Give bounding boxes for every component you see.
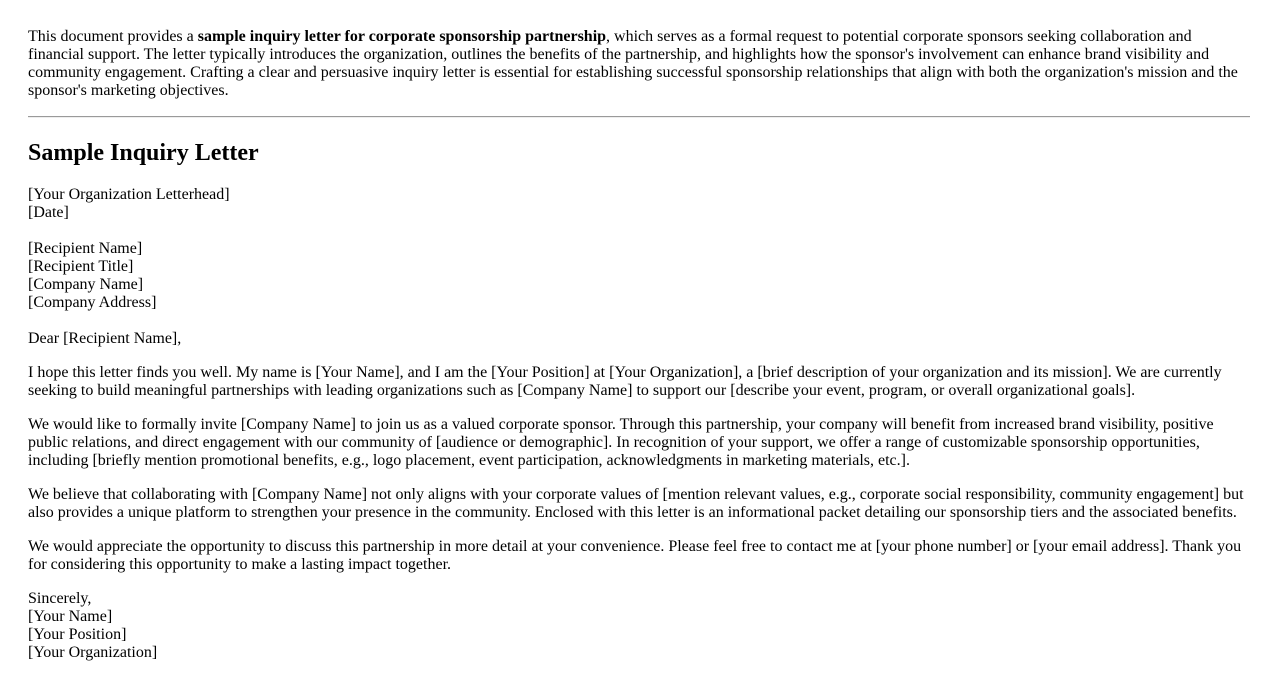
company-address-line: [Company Address]: [28, 294, 157, 311]
recipient-title-line: [Recipient Title]: [28, 258, 134, 275]
letterhead-block: [28, 186, 1250, 222]
letterhead-line: [Your Organization Letterhead]: [28, 186, 230, 203]
recipient-name-line: [Recipient Name]: [28, 240, 143, 257]
intro-bold-phrase: sample inquiry letter for corporate sponsorship partnership: [197, 28, 607, 45]
signature-name-line: [Your Name]: [28, 608, 113, 625]
letter-heading: Sample Inquiry Letter: [28, 140, 259, 166]
date-line: [Date]: [28, 204, 69, 221]
intro-prefix: This document provides a: [28, 28, 198, 45]
company-name-line: [Company Name]: [28, 276, 144, 293]
document-page: [28, 28, 1250, 680]
intro-suffix: , which serves as a formal request to potential corporate sponsors seeking collaboration and financial support. The letter typically introduces the organization, outlines the benefits of the partnership, and highlights how the sponsor's involvement can enhance brand visibility and community engagement. Crafting a clear and persuasive inquiry letter is essential for establishing successful sponsorship relationships that align with both the organization's mission and the sponsor's marketing objectives.: [28, 28, 1238, 99]
signature-position-line: [Your Position]: [28, 626, 127, 643]
letter-paragraph: We would like to formally invite [Company Name] to join us as a valued corporate sponsor. Through this partnership, your company will benefit from increased brand visibility, positive public relations, and direct engagement with our community of [audience or demographic]. In recognition of your support, we offer a range of customizable sponsorship opportunities, including [briefly mention promotional benefits, e.g., logo placement, event participation, acknowledgments in marketing materials, etc.].: [28, 416, 1214, 469]
letter-paragraph: I hope this letter finds you well. My name is [Your Name], and I am the [Your Position] at [Your Organization], a [brief description of your organization and its mission]. We are currently seeking to build meaningful partnerships with leading organizations such as [Company Name] to support our [describe your event, program, or overall organizational goals].: [28, 364, 1222, 399]
letter-paragraph: We believe that collaborating with [Company Name] not only aligns with your corporate values of [mention relevant values, e.g., corporate social responsibility, community engagement] but also provides a unique platform to strengthen your presence in the community. Enclosed with this letter is an informational packet detailing our sponsorship tiers and the associated benefits.: [28, 486, 1244, 521]
section-divider: [28, 116, 1250, 118]
signature-organization-line: [Your Organization]: [28, 644, 158, 661]
salutation: Dear [Recipient Name],: [28, 330, 182, 347]
recipient-block: [28, 240, 1250, 312]
intro-paragraph: [28, 28, 1250, 100]
closing-line: Sincerely,: [28, 590, 92, 607]
letter-paragraph: We would appreciate the opportunity to discuss this partnership in more detail at your convenience. Please feel free to contact me at [your phone number] or [your email address]. Thank you for considering this opportunity to make a lasting impact together.: [28, 538, 1242, 573]
closing-block: [28, 590, 1250, 662]
